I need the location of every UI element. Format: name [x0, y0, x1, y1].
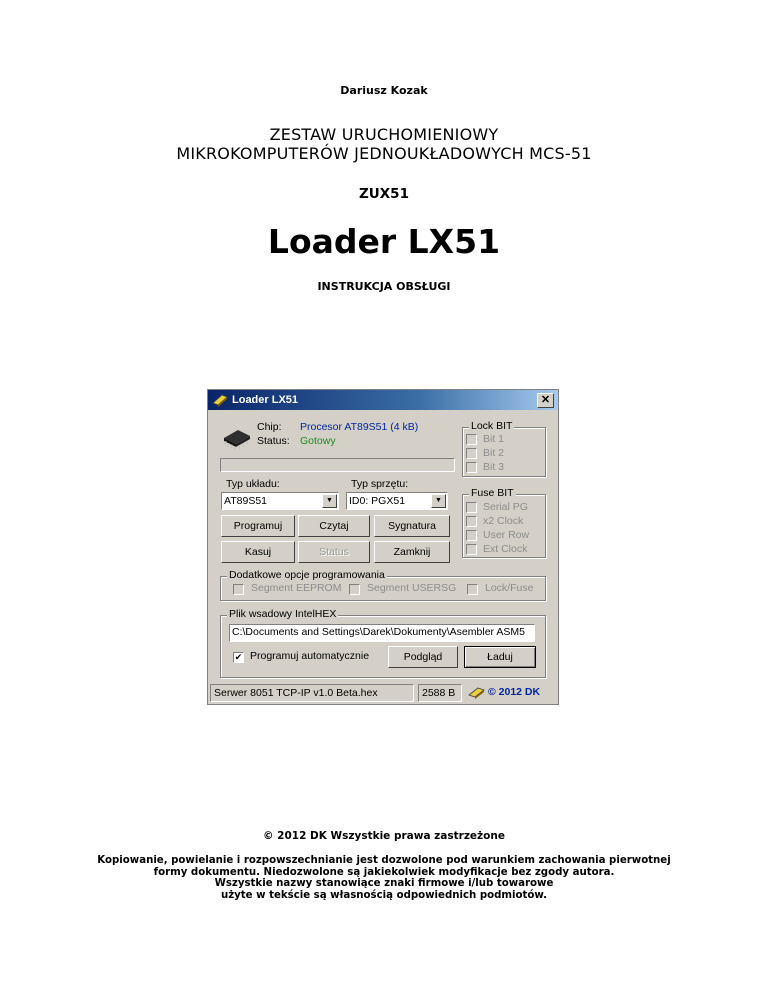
ext-clock-checkbox[interactable]	[466, 544, 477, 555]
typ-ukladu-value: AT89S51	[224, 495, 267, 507]
status-value: Gotowy	[300, 435, 336, 447]
bit1-label: Bit 1	[483, 433, 505, 445]
legal-line-2: formy dokumentu. Niedozwolone są jakiekolwiek modyfikacje bez zgody autora.	[153, 866, 615, 878]
segment-eeprom-checkbox[interactable]	[233, 584, 244, 595]
manual-label: INSTRUKCJA OBSŁUGI	[317, 280, 451, 293]
title-bar[interactable]	[208, 390, 558, 410]
bit3-checkbox[interactable]	[466, 462, 477, 473]
lock-fuse-checkbox[interactable]	[467, 584, 478, 595]
x2-clock-checkbox[interactable]	[466, 516, 477, 527]
podglad-button[interactable]: Podgląd	[388, 646, 458, 668]
status-copyright: © 2012 DK	[488, 686, 541, 698]
progress-bar	[220, 458, 455, 472]
segment-usersg-label: Segment USERSG	[367, 582, 457, 594]
copyright-notice: © 2012 DK Wszystkie prawa zastrzeżone	[263, 830, 505, 842]
user-row-label: User Row	[483, 529, 530, 541]
legal-line-4: użyte w tekście są własnością odpowiednich podmiotów.	[220, 889, 548, 901]
chip-label: Chip:	[257, 421, 282, 433]
sygnatura-button[interactable]: Sygnatura	[374, 515, 450, 537]
user-row-checkbox[interactable]	[466, 530, 477, 541]
app-icon	[212, 393, 229, 407]
typ-ukladu-label: Typ układu:	[226, 478, 280, 490]
bit3-label: Bit 3	[483, 461, 505, 473]
bit1-checkbox[interactable]	[466, 434, 477, 445]
hex-file-title: Plik wsadowy IntelHEX	[229, 608, 337, 620]
extra-options-title: Dodatkowe opcje programowania	[229, 569, 385, 581]
legal-line-3: Wszystkie nazwy stanowiące znaki firmowe i/lub towarowe	[214, 878, 554, 890]
chip-value: Procesor AT89S51 (4 kB)	[300, 421, 419, 433]
status-label: Status:	[257, 435, 290, 447]
pen-icon	[468, 687, 486, 699]
document-code: ZUX51	[359, 186, 409, 202]
zamknij-button[interactable]: Zamknij	[374, 541, 450, 563]
subtitle-line-2: MIKROKOMPUTERÓW JEDNOUKŁADOWYCH MCS-51	[176, 144, 592, 163]
kasuj-button[interactable]: Kasuj	[221, 541, 295, 563]
status-button[interactable]: Status	[298, 541, 370, 563]
status-size: 2588 B	[418, 684, 462, 702]
document-title: Loader LX51	[267, 222, 501, 261]
serial-pg-label: Serial PG	[483, 501, 528, 513]
hex-path-value: C:\Documents and Settings\Darek\Dokumenty\Asembler ASM5	[232, 626, 525, 638]
auto-program-label: Programuj automatycznie	[250, 650, 370, 662]
typ-sprzetu-select[interactable]	[346, 492, 448, 510]
lock-bit-title: Lock BIT	[471, 420, 513, 432]
chevron-down-icon[interactable]: ▼	[431, 494, 446, 508]
document-subtitle	[0, 125, 768, 163]
ext-clock-label: Ext Clock	[483, 543, 528, 555]
typ-ukladu-select[interactable]	[221, 492, 339, 510]
close-button[interactable]: ✕	[537, 393, 554, 408]
typ-sprzetu-label: Typ sprzętu:	[351, 478, 409, 490]
czytaj-button[interactable]: Czytaj	[298, 515, 370, 537]
auto-program-checkbox[interactable]: ✔	[234, 652, 243, 662]
chevron-down-icon[interactable]: ▼	[322, 494, 337, 508]
legal-line-1: Kopiowanie, powielanie i rozpowszechnianie jest dozwolone pod warunkiem zachowania pierwotnej	[97, 855, 671, 866]
subtitle-line-1: ZESTAW URUCHOMIENIOWY	[269, 125, 499, 144]
chip-icon	[220, 424, 254, 452]
hex-path-field[interactable]	[229, 624, 535, 642]
segment-eeprom-label: Segment EEPROM	[251, 582, 342, 594]
lock-fuse-label: Lock/Fuse	[485, 582, 534, 594]
window-title: Loader LX51	[232, 394, 299, 406]
bit2-checkbox[interactable]	[466, 448, 477, 459]
legal-notice	[0, 855, 768, 901]
programuj-button[interactable]: Programuj	[221, 515, 295, 537]
loader-window	[207, 389, 559, 705]
bit2-label: Bit 2	[483, 447, 505, 459]
segment-usersg-checkbox[interactable]	[349, 584, 360, 595]
status-file: Serwer 8051 TCP-IP v1.0 Beta.hex	[210, 684, 414, 702]
serial-pg-checkbox[interactable]	[466, 502, 477, 513]
author: Dariusz Kozak	[340, 84, 428, 97]
laduj-button[interactable]: Ładuj	[464, 646, 536, 668]
x2-clock-label: x2 Clock	[483, 515, 524, 527]
fuse-bit-title: Fuse BIT	[471, 487, 514, 499]
typ-sprzetu-value: ID0: PGX51	[349, 495, 406, 507]
